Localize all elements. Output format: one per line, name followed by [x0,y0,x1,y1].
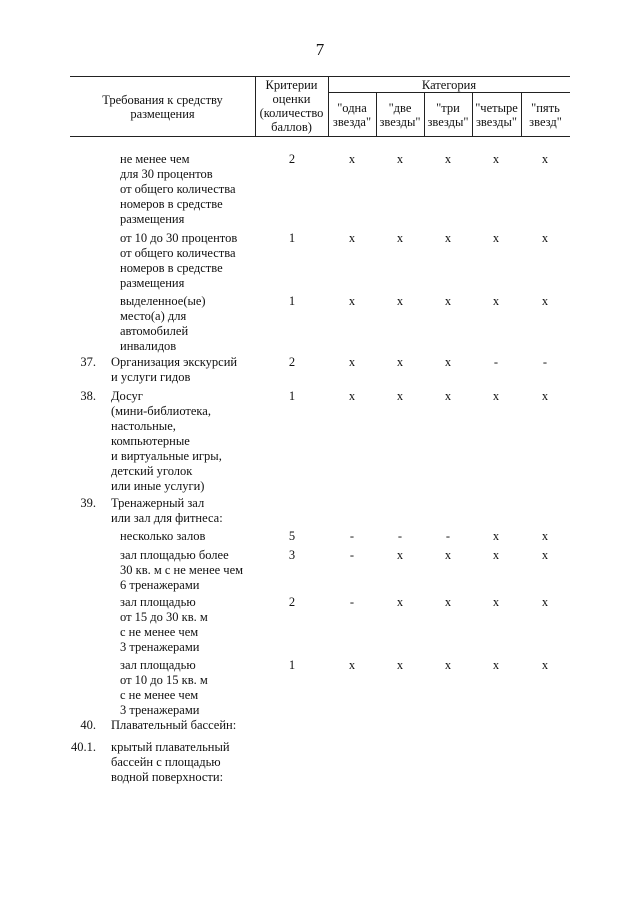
row-mark-star-2: x [396,231,404,245]
row-mark-star-2: x [396,548,404,562]
header-bottom-rule [70,136,570,137]
row-score: 1 [288,294,296,308]
row-mark-star-1: x [348,294,356,308]
row-mark-star-3: x [444,231,452,245]
row-mark-star-3: x [444,152,452,166]
row-mark-star-2: - [397,529,403,543]
row-requirement-text: Досуг (мини-библиотека, настольные, компьютерные и виртуальные игры, детский уголок или иные услуги) [111,389,222,493]
row-mark-star-4: x [492,595,500,609]
row-mark-star-2: x [396,355,404,369]
row-mark-star-3: x [444,294,452,308]
row-mark-star-3: - [445,529,451,543]
row-mark-star-5: x [541,294,549,308]
row-mark-star-4: - [493,355,499,369]
row-mark-star-4: x [492,548,500,562]
row-number: 38. [80,389,96,403]
header-star-3: "три звезды" [427,101,469,129]
row-requirement-text: крытый плавательный бассейн с площадью водной поверхности: [111,740,230,784]
row-mark-star-5: x [541,231,549,245]
row-mark-star-2: x [396,389,404,403]
row-mark-star-2: x [396,658,404,672]
row-mark-star-1: x [348,231,356,245]
row-mark-star-5: x [541,152,549,166]
row-mark-star-2: x [396,152,404,166]
row-requirement-text: от 10 до 30 процентов от общего количества номеров в средстве размещения [120,231,238,290]
row-mark-star-5: x [541,658,549,672]
row-requirement-text: зал площадью более 30 кв. м с не менее чем 6 тренажерами [120,548,244,592]
row-mark-star-4: x [492,389,500,403]
row-score: 2 [288,595,296,609]
row-mark-star-1: x [348,355,356,369]
row-requirement-text: зал площадью от 10 до 15 кв. м с не менее чем 3 тренажерами [120,658,208,717]
row-requirement-text: Плавательный бассейн: [111,718,237,732]
row-mark-star-1: - [349,548,355,562]
row-mark-star-4: x [492,658,500,672]
header-category: Категория [421,78,477,92]
row-mark-star-5: x [541,595,549,609]
row-mark-star-3: x [444,548,452,562]
row-number: 39. [80,496,96,510]
row-mark-star-1: x [348,658,356,672]
page-number: 7 [315,40,325,59]
row-number: 40.1. [71,740,96,754]
header-star-4: "четыре звезды" [475,101,518,129]
row-mark-star-4: x [492,231,500,245]
row-requirement-text: не менее чем для 30 процентов от общего количества номеров в средстве размещения [120,152,236,226]
header-star-1: "одна звезда" [332,101,372,129]
header-requirements: Требования к средству размещения [102,93,223,121]
table-top-rule [70,76,570,77]
row-mark-star-5: - [542,355,548,369]
row-mark-star-3: x [444,595,452,609]
row-mark-star-4: x [492,294,500,308]
row-mark-star-1: - [349,595,355,609]
row-mark-star-5: x [541,389,549,403]
row-mark-star-4: x [492,152,500,166]
row-requirement-text: несколько залов [120,529,206,543]
row-mark-star-3: x [444,355,452,369]
row-mark-star-1: x [348,389,356,403]
row-score: 3 [288,548,296,562]
row-mark-star-2: x [396,595,404,609]
header-star-2: "две звезды" [379,101,421,129]
row-score: 2 [288,152,296,166]
row-requirement-text: выделенное(ые) место(а) для автомобилей инвалидов [120,294,206,353]
row-mark-star-5: x [541,548,549,562]
row-number: 40. [80,718,96,732]
row-mark-star-5: x [541,529,549,543]
row-requirement-text: зал площадью от 15 до 30 кв. м с не менее чем 3 тренажерами [120,595,208,654]
row-requirement-text: Организация экскурсий и услуги гидов [111,355,238,384]
row-score: 2 [288,355,296,369]
row-mark-star-3: x [444,658,452,672]
row-score: 1 [288,658,296,672]
row-mark-star-1: - [349,529,355,543]
row-mark-star-4: x [492,529,500,543]
row-requirement-text: Тренажерный зал или зал для фитнеса: [111,496,223,525]
header-star-5: "пять звезд" [529,101,562,129]
row-mark-star-2: x [396,294,404,308]
row-score: 1 [288,231,296,245]
row-number: 37. [80,355,96,369]
category-underline [328,92,570,93]
row-mark-star-3: x [444,389,452,403]
row-score: 5 [288,529,296,543]
row-score: 1 [288,389,296,403]
row-mark-star-1: x [348,152,356,166]
header-criteria: Критерии оценки (количество баллов) [259,78,324,134]
